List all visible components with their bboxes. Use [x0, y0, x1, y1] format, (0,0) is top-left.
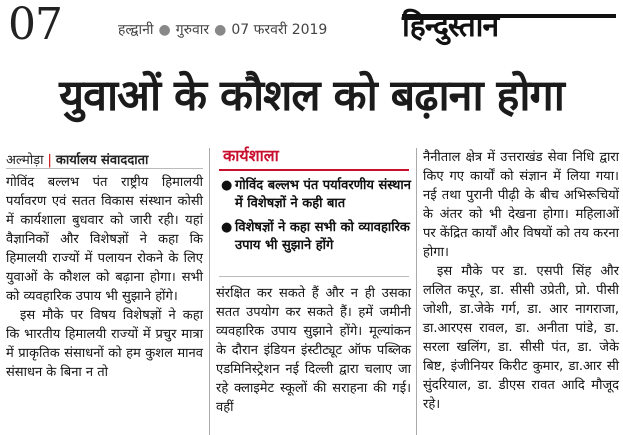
dateline-city: हल्द्वानी [118, 22, 154, 38]
dot-separator: ● [158, 22, 171, 38]
headline: युवाओं के कौशल को बढ़ाना होगा [59, 71, 564, 121]
byline-reporter: कार्यालय संवाददाता [55, 153, 149, 168]
highlight-bottom-rule [219, 276, 409, 277]
masthead-text: हिन्दुस्तान [402, 9, 499, 44]
article-column-2 [216, 284, 411, 417]
paragraph: इस मौके पर विषय विशेषज्ञों ने कहा कि भारतीय हिमालयी राज्यों में प्रचुर मात्रा में प्राकृतिक संसाधनों को हम कुशल मानव संसाधन के बिना न तो [6, 308, 203, 380]
paragraph: संरक्षित कर सकते हैं और न ही उसका सतत उपयोग कर सकते हैं। हमें जमीनी व्यवहारिक उपाय सुझाने होंगे। मूल्यांकन के दौरान इंडियन इंस्टीट्यूट ऑफ पब्लिक एडमिनिस्ट्रेशन नई दिल्ली द्वारा चलाए जा रहे क्लाइमेट स्कूलों की सराहना की गई। वहीं [216, 286, 411, 415]
byline-separator: | [47, 153, 52, 168]
dateline-date: 07 फरवरी 2019 [231, 22, 328, 38]
highlight-point [221, 219, 412, 255]
byline [6, 150, 148, 168]
byline-place: अल्मोड़ा [6, 153, 44, 168]
dateline-day: गुरुवार [175, 22, 210, 38]
dot-separator: ● [214, 22, 227, 38]
column-divider [209, 148, 210, 435]
highlight-tag: कार्यशाला [223, 146, 279, 165]
column-divider [416, 148, 417, 435]
article-column-3 [423, 148, 619, 414]
bullet-icon: ● [221, 178, 233, 193]
paragraph: गोविंद बल्लभ पंत राष्ट्रीय हिमालयी पर्यावरण एवं सतत विकास संस्थान कोसी में कार्यशाला बुधवार को जारी रही। यहां वैज्ञानिकों और विशेषज्ञों ने कहा कि हिमालयी राज्यों में पलायन रोकने के लिए युवाओं के कौशल को बढ़ाना होगा। सभी को व्यवहारिक उपाय भी सुझाने होंगे। [6, 175, 203, 304]
highlight-tag-underline [219, 169, 409, 171]
bullet-icon: ● [221, 220, 233, 235]
highlight-points [215, 177, 412, 255]
masthead-logo [402, 6, 616, 42]
highlight-point [221, 177, 412, 213]
highlight-box [215, 145, 412, 277]
article-column-1 [6, 168, 203, 435]
page-number: 07 [8, 0, 62, 50]
paragraph: इस मौके पर डा. एसपी सिंह और ललित कपूर, डा. सीसी उप्रेती, प्रो. पीसी जोशी, डा.जेके गर्ग, डा. आर नागराजा, डा.आरएस रावल, डा. अनीता पांडे, डा. सरला खलिंग, डा. सीसी पंत, डा. जेके बिष्ट, इंजीनियर किरीट कुमार, डा.आर सी सुंदरियाल, डा. डीएस रावत आदि मौजूद रहे। [423, 264, 619, 412]
highlight-point-text: गोविंद बल्लभ पंत पर्यावरणीय संस्थान में विशेषज्ञों ने कही बात [235, 178, 411, 211]
highlight-point-text: विशेषज्ञों ने कहा सभी को व्यावहारिक उपाय भी सुझाने होंगे [235, 220, 410, 253]
paragraph: नैनीताल क्षेत्र में उत्तराखंड सेवा निधि द्वारा किए गए कार्यों को संज्ञान में लिया गया। नई तथा पुरानी पीढ़ी के बीच अभिरूचियों के अंतर को भी देखना होगा। महिलाओं पर केंद्रित कार्यों और विषयों को तय करना होगा। [423, 150, 619, 260]
dateline [118, 20, 327, 39]
